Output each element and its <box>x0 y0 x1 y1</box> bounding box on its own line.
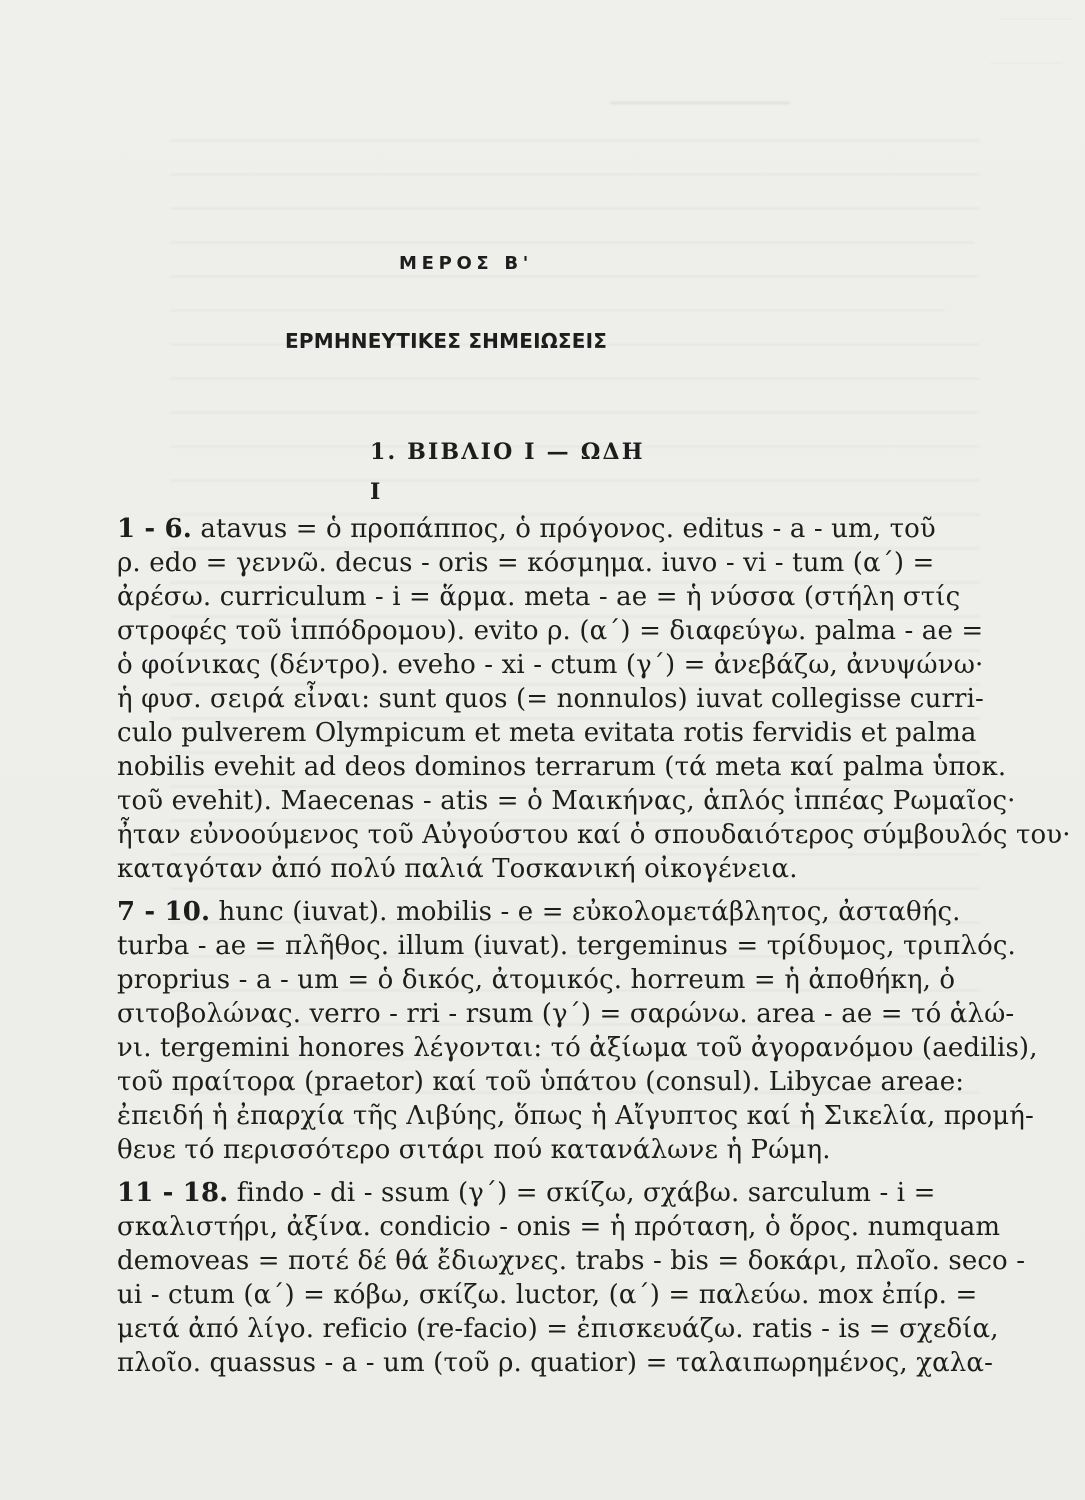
note-line: ρ. edo = γεννῶ. decus - oris = κόσμημα. iuvo - vi - tum (α΄) = <box>117 548 935 578</box>
note-number: 1 - 6. <box>117 514 192 544</box>
note-line: σιτοβολώνας. verro - rri - rsum (γ΄) = σαρώνω. area - ae = τό ἁλώ- <box>117 999 1015 1029</box>
note-line: ui - ctum (α΄) = κόβω, σκίζω. luctor, (α΄) = παλεύω. mox ἐπίρ. = <box>117 1280 978 1310</box>
note-line <box>117 512 936 546</box>
faint-reverse-line <box>170 412 980 413</box>
note-line: στροφές τοῦ ἱππόδρομου). evito ρ. (α΄) = διαφεύγω. palma - ae = <box>117 616 984 646</box>
note-line: μετά ἀπό λίγο. reficio (re-facio) = ἐπισκευάζω. ratis - is = σχεδία, <box>117 1314 999 1344</box>
note-text: hunc (iuvat). mobilis - e = εὐκολομετάβλητος, ἀσταθής. <box>218 897 961 927</box>
note-text: findo - di - ssum (γ΄) = σκίζω, σχάβω. sarculum - i = <box>236 1178 936 1208</box>
note-line: culo pulverem Olympicum et meta evitata rotis fervidis et palma <box>117 718 977 748</box>
faint-reverse-line <box>170 276 980 277</box>
faint-reverse-line <box>170 310 945 311</box>
chapter-title: 1. ΒΙΒΛΙΟ Ι — ΩΔΗ Ι <box>370 439 645 505</box>
faint-reverse-heading <box>610 102 790 104</box>
note-line: σκαλιστήρι, ἀξίνα. condicio - onis = ἡ πρόταση, ὁ ὅρος. numquam <box>117 1212 1001 1242</box>
faint-reverse-line <box>170 378 980 379</box>
faint-page-number-mark <box>990 18 1072 64</box>
note-number: 7 - 10. <box>117 897 211 927</box>
note-line: proprius - a - um = ὁ δικός, ἀτομικός. horreum = ἡ ἀποθήκη, ὁ <box>117 965 956 995</box>
note-line: ἦταν εὐνοούμενος τοῦ Αὐγούστου καί ὁ σπουδαιότερος σύμβουλός του· <box>117 820 1071 850</box>
faint-reverse-line <box>170 480 980 481</box>
note-line: turba - ae = πλῆθος. illum (iuvat). tergeminus = τρίδυμος, τριπλός. <box>117 931 1016 961</box>
note-line: καταγόταν ἀπό πολύ παλιά Τοσκανική οἰκογένεια. <box>117 854 798 884</box>
faint-reverse-line <box>170 140 980 141</box>
note-line: πλοῖο. quassus - a - um (τοῦ ρ. quatior) = ταλαιπωρημένος, χαλα- <box>117 1348 994 1378</box>
note-line: ἀρέσω. curriculum - i = ἅρμα. meta - ae = ἡ νύσσα (στήλη στίς <box>117 582 961 612</box>
section-title: ΕΡΜΗΝΕΥΤΙΚΕΣ ΣΗΜΕΙΩΣΕΙΣ <box>285 329 608 353</box>
note-number: 11 - 18. <box>117 1178 229 1208</box>
faint-reverse-line <box>170 174 980 175</box>
note-line: ἡ φυσ. σειρά εἶναι: sunt quos (= nonnulos) iuvat collegisse curri- <box>117 684 984 714</box>
part-title: ΜΕΡΟΣ Β' <box>399 253 533 274</box>
note-text: atavus = ὁ προπάππος, ὁ πρόγονος. editus - a - um, τοῦ <box>200 514 936 544</box>
faint-reverse-line <box>170 242 975 243</box>
commentary-content <box>117 512 1071 1422</box>
faint-reverse-line <box>170 208 980 209</box>
note-line: ὁ φοίνικας (δέντρο). eveho - xi - ctum (γ΄) = ἀνεβάζω, ἀνυψώνω· <box>117 650 984 680</box>
note-text <box>228 1178 236 1208</box>
note-line: θευε τό περισσότερο σιτάρι πού κατανάλωνε ἡ Ρώμη. <box>117 1135 831 1165</box>
note-line: τοῦ evehit). Maecenas - atis = ὁ Μαικήνας, ἁπλός ἱππέας Ρωμαῖος· <box>117 786 1016 816</box>
note-line: ἐπειδή ἡ ἐπαρχία τῆς Λιβύης, ὅπως ἡ Αἴγυπτος καί ἡ Σικελία, προμή- <box>117 1101 1034 1131</box>
note-text <box>210 897 218 927</box>
note-line: nobilis evehit ad deos dominos terrarum (τά meta καί palma ὑποκ. <box>117 752 1007 782</box>
note-line: demoveas = ποτέ δέ θά ἔδιωχνες. trabs - bis = δοκάρι, πλοῖο. seco - <box>117 1246 1026 1276</box>
note-line <box>117 895 961 929</box>
note-line <box>117 1176 936 1210</box>
note-line: νι. tergemini honores λέγονται: τό ἀξίωμα τοῦ ἀγορανόμου (aedilis), <box>117 1033 1038 1063</box>
note-line: τοῦ πραίτορα (praetor) καί τοῦ ὑπάτου (consul). Libycae areae: <box>117 1067 965 1097</box>
